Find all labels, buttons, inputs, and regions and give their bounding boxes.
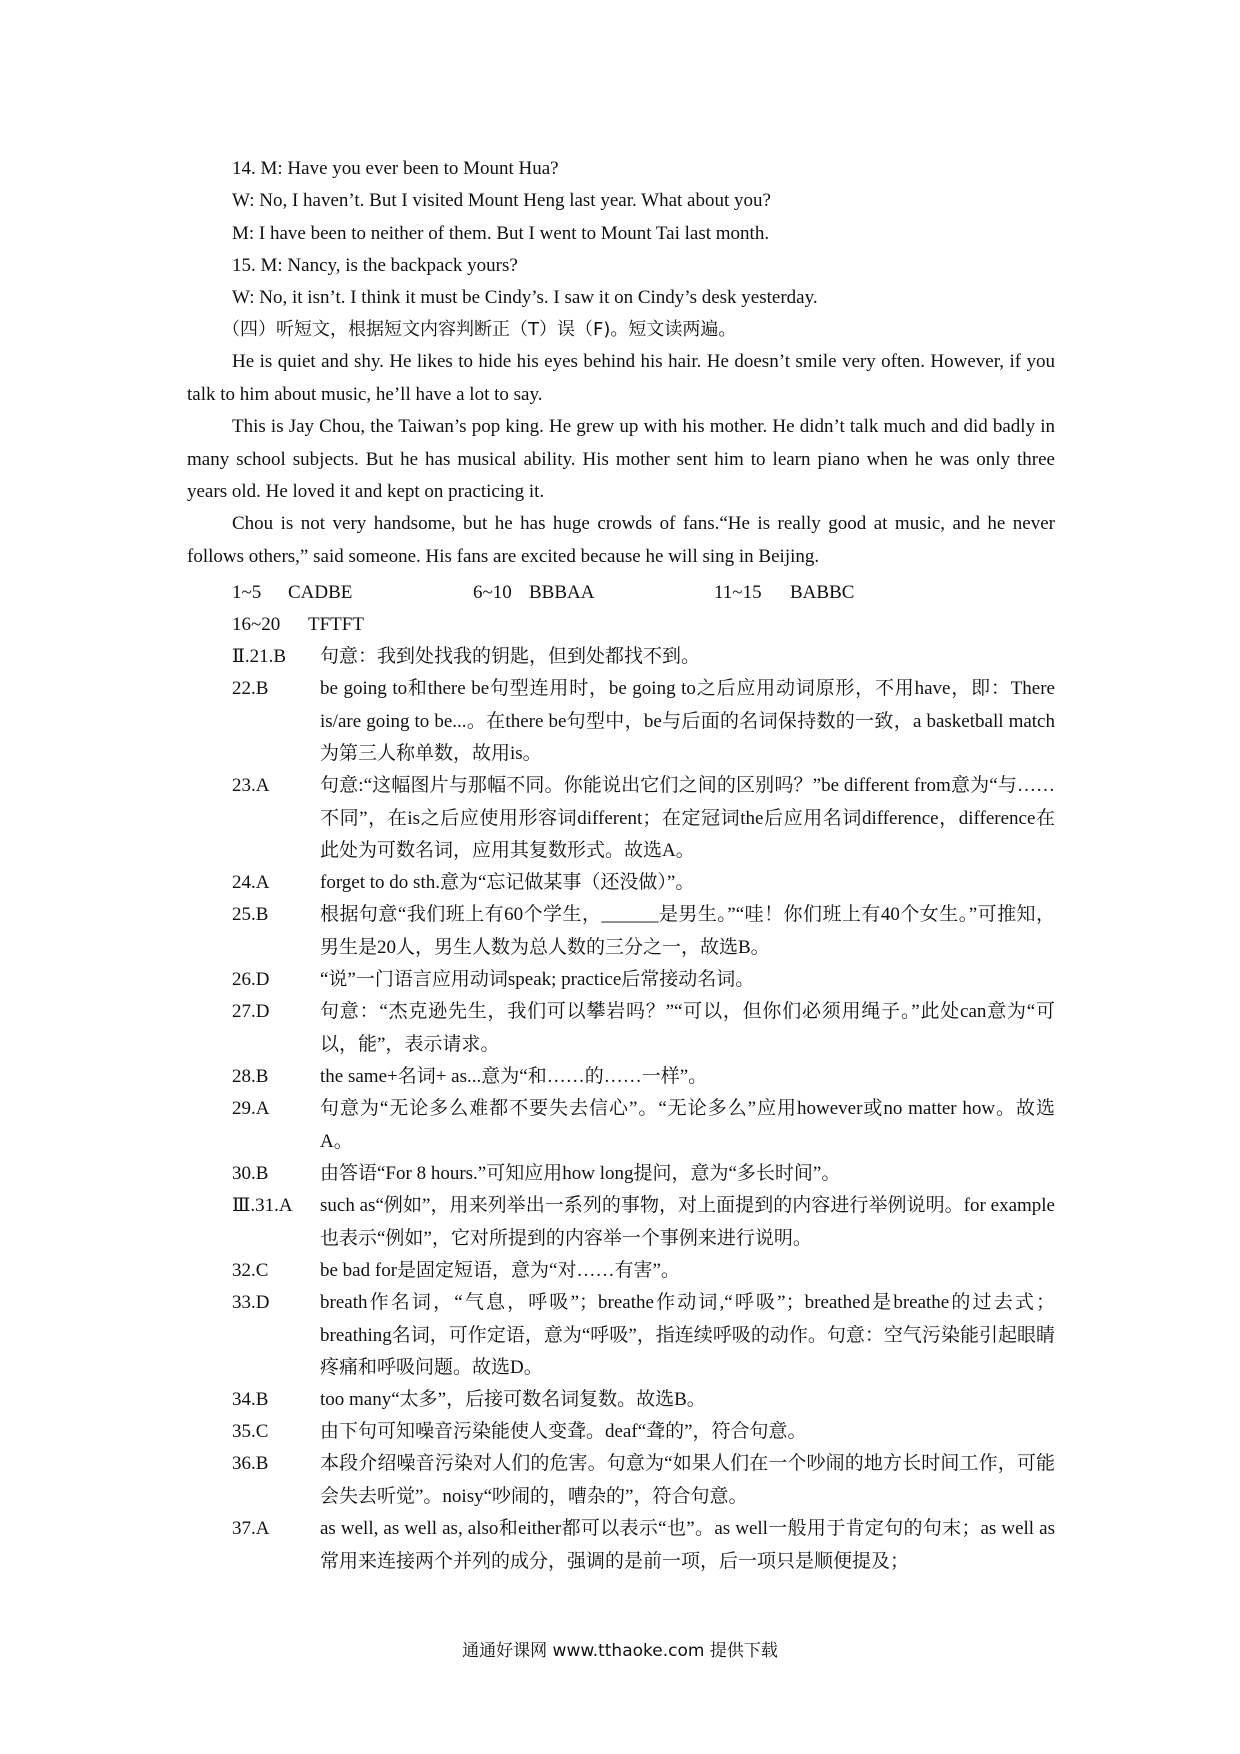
answer-range: 6~10: [473, 582, 512, 603]
explanation-number: 32.C: [232, 1260, 269, 1281]
explanation-text: 由答语“For 8 hours.”可知应用how long提问，意为“多长时间”。: [320, 1163, 841, 1184]
answer-letters: CADBE: [288, 582, 353, 603]
page-footer: 通通好课网 www.tthaoke.com 提供下载: [462, 1641, 778, 1661]
explanation-text: breath作名词，“气息，呼吸”；breathe作动词,“呼吸”；breathed是breathe的过去式；breathing名词，可作定语，意为“呼吸”，指连续呼吸的动作。句意：空气污染能引起眼睛疼痛和呼吸问题。故选D。: [320, 1292, 1055, 1378]
explanation-number: 24.A: [232, 872, 270, 893]
explanation-text: too many“太多”，后接可数名词复数。故选B。: [320, 1389, 706, 1410]
dialogue-line: W: No, it isn’t. I think it must be Cindy’s. I saw it on Cindy’s desk yesterday.: [232, 287, 818, 308]
explanation-number: 27.D: [232, 1001, 270, 1022]
answer-range: 16~20: [232, 614, 281, 635]
explanation-number: 22.B: [232, 678, 269, 699]
explanation-text: 根据句意“我们班上有60个学生，______是男生。”“哇！你们班上有40个女生。”可推知，男生是20人，男生人数为总人数的三分之一，故选B。: [320, 904, 1055, 958]
answer-range: 1~5: [232, 582, 262, 603]
explanation-number: 28.B: [232, 1066, 269, 1087]
explanation-number: 29.A: [232, 1098, 270, 1119]
explanation-text: 本段介绍噪音污染对人们的危害。句意为“如果人们在一个吵闹的地方长时间工作，可能会失去听觉”。noisy“吵闹的，嘈杂的”，符合句意。: [320, 1453, 1055, 1507]
explanation-text: forget to do sth.意为“忘记做某事（还没做）”。: [320, 872, 695, 893]
answer-key-row: [232, 581, 854, 605]
passage-paragraph: This is Jay Chou, the Taiwan’s pop king. He grew up with his mother. He didn’t talk much and did badly in many school subjects. But he has musical ability. His mother sent him to learn piano when he was only three years old. He loved it and kept on practicing it.: [187, 416, 1055, 502]
explanation-text: be going to和there be句型连用时，be going to之后应用动词原形，不用have，即：There is/are going to be...。在there be句型中，be与后面的名词保持数的一致，a basketball match为第三人称单数，故用is。: [320, 678, 1055, 764]
explanation-number: 35.C: [232, 1421, 269, 1442]
explanation-text: 句意：“杰克逊先生，我们可以攀岩吗？”“可以，但你们必须用绳子。”此处can意为“可以，能”，表示请求。: [320, 1001, 1055, 1055]
dialogue-line: W: No, I haven’t. But I visited Mount Heng last year. What about you?: [232, 190, 771, 211]
section-heading: （四）听短文，根据短文内容判断正（T）误（F)。短文读两遍。: [222, 319, 737, 340]
explanation-number: 25.B: [232, 904, 269, 925]
explanation-text: 句意：我到处找我的钥匙，但到处都找不到。: [320, 646, 701, 667]
explanation-number: 23.A: [232, 775, 270, 796]
explanation-text: 句意:“这幅图片与那幅不同。你能说出它们之间的区别吗？”be different from意为“与……不同”，在is之后应使用形容词different；在定冠词the后应用名词difference，difference在此处为可数名词，应用其复数形式。故选A。: [320, 775, 1055, 861]
answer-letters: BABBC: [790, 582, 855, 603]
explanation-number: 26.D: [232, 969, 270, 990]
explanation-number: Ⅲ.31.A: [232, 1195, 293, 1216]
explanation-number: 30.B: [232, 1163, 269, 1184]
dialogue-line: 14. M: Have you ever been to Mount Hua?: [232, 158, 559, 179]
explanation-text: 由下句可知噪音污染能使人变聋。deaf“聋的”，符合句意。: [320, 1421, 807, 1442]
answer-letters: BBBAA: [529, 582, 595, 603]
explanation-text: such as“例如”，用来列举出一系列的事物，对上面提到的内容进行举例说明。for example也表示“例如”，它对所提到的内容举一个事例来进行说明。: [320, 1195, 1055, 1249]
explanation-number: 36.B: [232, 1453, 269, 1474]
explanation-text: be bad for是固定短语，意为“对……有害”。: [320, 1260, 680, 1281]
explanation-number: Ⅱ.21.B: [232, 646, 287, 667]
passage-paragraph: Chou is not very handsome, but he has huge crowds of fans.“He is really good at music, and he never follows others,” said someone. His fans are excited because he will sing in Beijing.: [187, 513, 1055, 567]
explanation-text: 句意为“无论多么难都不要失去信心”。“无论多么”应用however或no matter how。故选A。: [320, 1098, 1055, 1152]
answer-letters: TFTFT: [308, 614, 364, 635]
explanation-number: 37.A: [232, 1518, 270, 1539]
explanation-text: “说”一门语言应用动词speak; practice后常接动名词。: [320, 969, 755, 990]
answer-range: 11~15: [714, 582, 762, 603]
explanation-text: as well, as well as, also和either都可以表示“也”。as well一般用于肯定句的句末；as well as常用来连接两个并列的成分，强调的是前一项，后一项只是顺便提及；: [320, 1518, 1055, 1572]
explanation-text: the same+名词+ as...意为“和……的……一样”。: [320, 1066, 708, 1087]
dialogue-line: 15. M: Nancy, is the backpack yours?: [232, 255, 518, 276]
passage-paragraph: He is quiet and shy. He likes to hide his eyes behind his hair. He doesn’t smile very often. However, if you talk to him about music, he’ll have a lot to say.: [187, 351, 1055, 405]
answer-key-row: [232, 613, 364, 637]
dialogue-line: M: I have been to neither of them. But I went to Mount Tai last month.: [232, 223, 770, 244]
explanation-number: 34.B: [232, 1389, 269, 1410]
explanation-number: 33.D: [232, 1292, 270, 1313]
